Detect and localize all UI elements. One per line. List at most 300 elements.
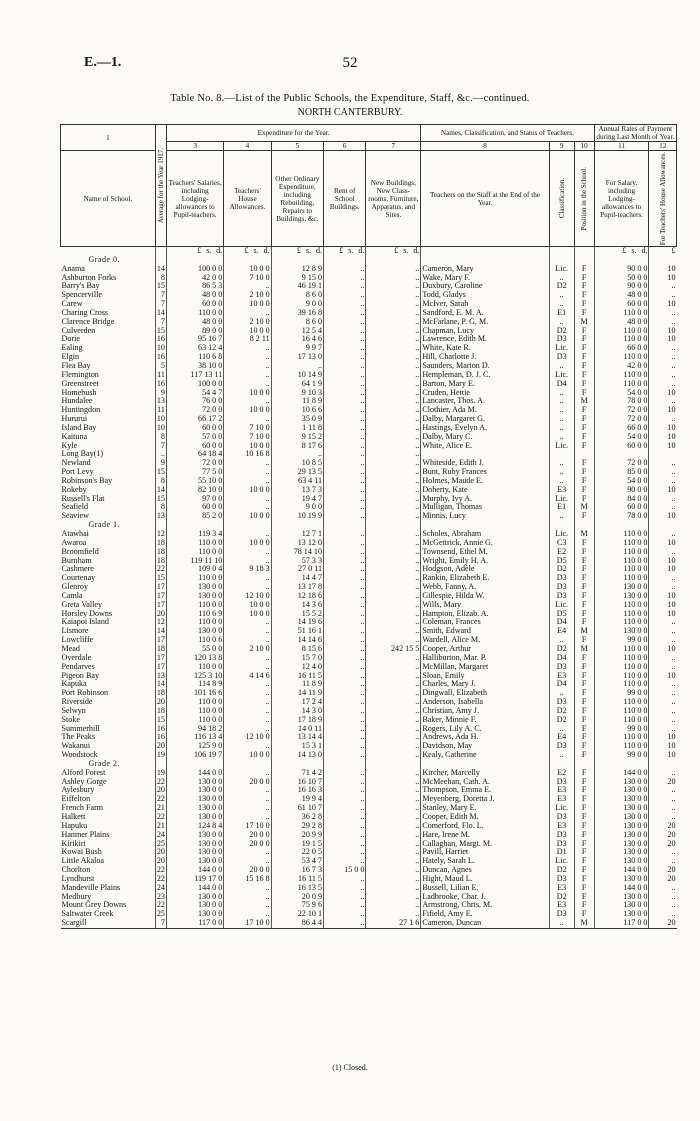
header-teachers: Teachers on the Staff at the End of the Year.: [421, 151, 549, 247]
salaries: 144 0 0: [166, 769, 223, 778]
rent: ..: [324, 442, 366, 451]
classification: E4: [549, 733, 574, 742]
average: 23: [156, 892, 165, 901]
header-house-rate: For Teachers' House Allowances.: [649, 151, 677, 247]
teacher-name: Dalby, Mary C.: [421, 433, 549, 442]
school-name: Lowcliffe: [61, 636, 94, 645]
teacher-name: Townsend, Ethel M.: [421, 548, 549, 557]
teacher-name: Comerford, Flo. L.: [421, 822, 549, 831]
empty-cell: [366, 760, 421, 769]
salaries: 57 0 0: [166, 433, 223, 442]
new-buildings: ..: [366, 733, 421, 742]
other-expenditure: 14 11 9: [271, 689, 323, 698]
other-expenditure: 8 6 0: [271, 291, 323, 300]
salary-rate: 144 0 0: [594, 769, 649, 778]
house-rate: ..: [649, 636, 677, 645]
average: 22: [156, 795, 165, 804]
salaries: 130 0 0: [166, 901, 223, 910]
new-buildings: ..: [366, 636, 421, 645]
salaries: 119 3 4: [166, 530, 223, 539]
house-rate: ..: [649, 689, 677, 698]
house-allowance: ..: [224, 725, 271, 734]
other-expenditure: 19 4 7: [271, 495, 323, 504]
house-allowance: ..: [224, 459, 271, 468]
rent: ..: [324, 468, 366, 477]
new-buildings: ..: [366, 309, 421, 318]
house-rate: ..: [649, 530, 677, 539]
house-rate: ..: [649, 371, 677, 380]
table-row: [61, 530, 677, 539]
other-expenditure: 9 0 0: [271, 503, 323, 512]
school-name: Hururui: [61, 415, 88, 424]
house-rate: ..: [649, 344, 677, 353]
school-name: Pendarves: [61, 662, 95, 671]
classification: D4: [549, 618, 574, 627]
position: F: [574, 300, 594, 309]
classification: E4: [549, 627, 574, 636]
teacher-name: Sloan, Emily: [421, 672, 549, 681]
teacher-name: Dingwall, Elizabeth: [421, 689, 549, 698]
school-name: Kaiapoi Island: [61, 618, 109, 627]
house-allowance: 2 10 0: [224, 318, 271, 327]
table-row: [61, 503, 677, 512]
empty-cell: [166, 760, 223, 769]
salaries: 60 0 0: [166, 300, 223, 309]
position: F: [574, 698, 594, 707]
other-expenditure: 36 2 8: [271, 813, 323, 822]
rent: ..: [324, 795, 366, 804]
house-rate: 10: [649, 565, 677, 574]
table-row: [61, 910, 677, 919]
table-row: [61, 583, 677, 592]
rent: ..: [324, 300, 366, 309]
house-rate: ..: [649, 804, 677, 813]
other-expenditure: 9 15 0: [271, 274, 323, 283]
empty-cell: [366, 521, 421, 530]
table-row: [61, 406, 677, 415]
rent: ..: [324, 680, 366, 689]
new-buildings: ..: [366, 503, 421, 512]
average: 12: [156, 618, 165, 627]
table-row: [61, 442, 677, 451]
school-name: Little Akaloa: [61, 857, 104, 866]
salary-rate: [594, 450, 649, 459]
school-name: Clarence Bridge: [61, 317, 115, 326]
school-name: Homebush: [61, 388, 97, 397]
classification: ..: [549, 300, 574, 309]
rent: ..: [324, 335, 366, 344]
new-buildings: ..: [366, 875, 421, 884]
position: F: [574, 893, 594, 902]
salary-rate: 110 0 0: [594, 530, 649, 539]
house-rate: ..: [649, 848, 677, 857]
salary-rate: 130 0 0: [594, 901, 649, 910]
salaries: 110 0 0: [166, 618, 223, 627]
teacher-name: McMillan, Margaret: [421, 663, 549, 672]
school-name: Selwyn: [61, 706, 86, 715]
classification: E2: [549, 769, 574, 778]
rent: ..: [324, 751, 366, 760]
empty-cell: [649, 521, 677, 530]
school-name: Flemington: [61, 370, 99, 379]
table-row: [61, 698, 677, 707]
other-expenditure: 16 16 3: [271, 786, 323, 795]
empty-cell: [224, 256, 271, 265]
new-buildings: ..: [366, 371, 421, 380]
salaries: 130 0 0: [166, 910, 223, 919]
rent: ..: [324, 309, 366, 318]
rent: ..: [324, 831, 366, 840]
average: 17: [156, 600, 165, 609]
salary-rate: 110 0 0: [594, 610, 649, 619]
unit-symbol: £: [671, 246, 676, 255]
table-row: [61, 450, 677, 459]
house-allowance: ..: [224, 468, 271, 477]
classification: D3: [549, 583, 574, 592]
rent: ..: [324, 530, 366, 539]
empty-cell: [155, 521, 166, 530]
units-cell: [166, 247, 223, 256]
position: M: [574, 530, 594, 539]
school-name: Robinson's Bay: [61, 476, 113, 485]
other-expenditure: 14 19 6: [271, 618, 323, 627]
salary-rate: 84 0 0: [594, 495, 649, 504]
salary-rate: 99 0 0: [594, 725, 649, 734]
teacher-name: Hately, Sarah L.: [421, 857, 549, 866]
house-allowance: 4 14 6: [224, 672, 271, 681]
house-rate: 20: [649, 919, 677, 928]
salary-rate: 48 0 0: [594, 291, 649, 300]
house-allowance: ..: [224, 663, 271, 672]
salary-rate: 130 0 0: [594, 875, 649, 884]
position: F: [574, 486, 594, 495]
empty-cell: [166, 521, 223, 530]
salaries: 76 0 0: [166, 397, 223, 406]
salaries: 119 11 10: [166, 557, 223, 566]
school-name: Alford Forest: [61, 768, 106, 777]
house-allowance: ..: [224, 477, 271, 486]
salaries: 130 0 0: [166, 778, 223, 787]
salary-rate: 110 0 0: [594, 574, 649, 583]
table-row: [61, 680, 677, 689]
teacher-name: Duxbury, Caroline: [421, 282, 549, 291]
empty-cell: [549, 256, 574, 265]
table-row: [61, 893, 677, 902]
table-row: [61, 415, 677, 424]
school-name: Summerhill: [61, 724, 100, 733]
new-buildings: ..: [366, 265, 421, 274]
classification: ..: [549, 415, 574, 424]
house-rate: ..: [649, 707, 677, 716]
table-row: [61, 274, 677, 283]
school-name: Atawhai: [61, 530, 89, 538]
teacher-name: White, Kate R.: [421, 344, 549, 353]
teacher-name: Dalby, Margaret G.: [421, 415, 549, 424]
school-name: Kirikiri: [61, 839, 86, 848]
salaries: 95 16 7: [166, 335, 223, 344]
empty-cell: [155, 256, 166, 265]
table-row: [61, 486, 677, 495]
position: F: [574, 442, 594, 451]
table-row: [61, 618, 677, 627]
empty-cell: [224, 521, 271, 530]
rent: ..: [324, 327, 366, 336]
teacher-name: McMeehan, Cath. A.: [421, 778, 549, 787]
classification: Lic.: [549, 495, 574, 504]
salaries: 130 0 0: [166, 786, 223, 795]
salaries: 38 10 0: [166, 362, 223, 371]
house-rate: ..: [649, 291, 677, 300]
table-row: [61, 389, 677, 398]
classification: D5: [549, 610, 574, 619]
average: 25: [156, 910, 165, 919]
unit-symbol: d.: [316, 246, 323, 255]
other-expenditure: 15 3 1: [271, 742, 323, 751]
teacher-name: Callaghan, Margt. M.: [421, 840, 549, 849]
house-rate: ..: [649, 459, 677, 468]
other-expenditure: 9 10 3: [271, 389, 323, 398]
teacher-name: Halliburton, Mar. P.: [421, 654, 549, 663]
school-name: Hundalee: [61, 397, 93, 406]
teacher-name: Doherty, Kate: [421, 486, 549, 495]
salaries: 130 0 0: [166, 627, 223, 636]
school-name: Culverden: [61, 326, 96, 335]
teacher-name: Webb, Fanny, A.: [421, 583, 549, 592]
teacher-name: Meyenberg, Doretta J.: [421, 795, 549, 804]
house-rate: [649, 450, 677, 459]
average: 15: [156, 468, 165, 477]
house-rate: ..: [649, 716, 677, 725]
position: [574, 450, 594, 459]
average: 7: [155, 300, 166, 309]
salaries: 130 0 0: [166, 857, 223, 866]
average: 17: [156, 583, 165, 592]
other-expenditure: 14 3 0: [271, 707, 323, 716]
salary-rate: 130 0 0: [594, 583, 649, 592]
average: 20: [156, 786, 165, 795]
teacher-name: Davidson, May: [421, 742, 549, 751]
units-cell: [594, 247, 649, 256]
position: F: [574, 557, 594, 566]
rent: ..: [324, 716, 366, 725]
other-expenditure: 15 5 2: [271, 610, 323, 619]
classification: D2: [549, 716, 574, 725]
table-row: [61, 795, 677, 804]
position: M: [574, 627, 594, 636]
position: F: [574, 857, 594, 866]
new-buildings: ..: [366, 274, 421, 283]
classification: D3: [549, 574, 574, 583]
rent: ..: [324, 910, 366, 919]
salaries: 110 6 9: [166, 610, 223, 619]
position: F: [574, 636, 594, 645]
classification: ..: [549, 406, 574, 415]
house-rate: ..: [649, 477, 677, 486]
new-buildings: 242 15 5: [366, 645, 421, 654]
classification: ..: [549, 468, 574, 477]
position: F: [574, 742, 594, 751]
classification: ..: [549, 751, 574, 760]
house-allowance: ..: [224, 557, 271, 566]
position: F: [574, 406, 594, 415]
school-name: Kapuka: [61, 680, 87, 689]
house-rate: ..: [649, 725, 677, 734]
new-buildings: ..: [366, 557, 421, 566]
salaries: 89 0 0: [166, 327, 223, 336]
position: F: [574, 733, 594, 742]
classification: Lic.: [549, 857, 574, 866]
house-rate: 10: [649, 486, 677, 495]
other-expenditure: 16 10 7: [271, 778, 323, 787]
table-row: [61, 778, 677, 787]
new-buildings: ..: [366, 282, 421, 291]
salaries: 86 5 3: [166, 282, 223, 291]
new-buildings: ..: [366, 495, 421, 504]
salaries: 144 0 0: [166, 866, 223, 875]
rent: ..: [324, 583, 366, 592]
teacher-name: [421, 450, 549, 459]
table-row: [61, 424, 677, 433]
average: 8: [155, 274, 166, 283]
salaries: 110 0 0: [166, 548, 223, 557]
classification: Lic.: [549, 804, 574, 813]
classification: D2: [549, 565, 574, 574]
position: F: [574, 574, 594, 583]
school-name: Camla: [61, 591, 83, 600]
salary-rate: 110 0 0: [594, 680, 649, 689]
average: 10: [156, 423, 165, 432]
other-expenditure: 13 14 4: [271, 733, 323, 742]
house-rate: ..: [649, 583, 677, 592]
salary-rate: 110 0 0: [594, 557, 649, 566]
units-cell: [324, 247, 366, 256]
salaries: 60 0 0: [166, 424, 223, 433]
school-name: Woodstock: [61, 751, 98, 760]
teacher-name: McGettrick, Annie G.: [421, 539, 549, 548]
average: 24: [156, 830, 165, 839]
new-buildings: ..: [366, 813, 421, 822]
rent: ..: [324, 663, 366, 672]
position: F: [574, 583, 594, 592]
house-rate: ..: [649, 362, 677, 371]
table-row: [61, 857, 677, 866]
position: F: [574, 344, 594, 353]
salary-rate: 130 0 0: [594, 840, 649, 849]
salary-rate: 110 0 0: [594, 707, 649, 716]
other-expenditure: 16 4 6: [271, 335, 323, 344]
other-expenditure: 39 16 8: [271, 309, 323, 318]
average: 8: [155, 503, 166, 512]
position: F: [574, 548, 594, 557]
house-allowance: ..: [224, 769, 271, 778]
salary-rate: 54 0 0: [594, 433, 649, 442]
empty-cell: [594, 256, 649, 265]
average: 22: [156, 813, 165, 821]
house-rate: 20: [649, 840, 677, 849]
unit-symbol: d.: [216, 246, 223, 255]
grade-label: Grade 2.: [88, 759, 121, 768]
teacher-name: Duncan, Agnes: [421, 866, 549, 875]
new-buildings: ..: [366, 565, 421, 574]
classification: Lic.: [549, 265, 574, 274]
other-expenditure: 16 7 3: [271, 866, 323, 875]
salary-rate: 130 0 0: [594, 910, 649, 919]
table-row: [61, 689, 677, 698]
house-rate: 10: [649, 610, 677, 619]
teacher-name: Rankin, Elizabeth E.: [421, 574, 549, 583]
position: F: [574, 778, 594, 787]
classification: E3: [549, 901, 574, 910]
average: 16: [156, 335, 165, 344]
classification: D3: [549, 592, 574, 601]
grade-label: Grade 1.: [88, 521, 121, 530]
house-rate: 10: [649, 512, 677, 521]
classification: D3: [549, 875, 574, 884]
house-allowance: ..: [224, 786, 271, 795]
house-allowance: ..: [224, 503, 271, 512]
average: 24: [156, 883, 165, 892]
salaries: 130 0 0: [166, 804, 223, 813]
teacher-name: Hempleman, D. J. C.: [421, 371, 549, 380]
house-rate: ..: [649, 503, 677, 512]
table-row: [61, 813, 677, 822]
other-expenditure: ..: [271, 362, 323, 371]
salary-rate: 99 0 0: [594, 689, 649, 698]
classification: ..: [549, 725, 574, 734]
classification: ..: [549, 636, 574, 645]
new-buildings: ..: [366, 848, 421, 857]
empty-cell: [574, 256, 594, 265]
average: 18: [156, 547, 165, 556]
teacher-name: Christian, Amy J.: [421, 707, 549, 716]
classification: D2: [549, 645, 574, 654]
header-c12-number: 12: [649, 142, 677, 151]
average: 11: [157, 406, 165, 415]
position: F: [574, 539, 594, 548]
salary-rate: 110 0 0: [594, 335, 649, 344]
classification: Lic.: [549, 371, 574, 380]
teacher-name: Mulligan, Thomas: [421, 503, 549, 512]
new-buildings: ..: [366, 804, 421, 813]
salaries: 110 0 0: [166, 707, 223, 716]
average: 12: [156, 530, 165, 538]
rent: ..: [324, 778, 366, 787]
rent: ..: [324, 539, 366, 548]
rent: ..: [324, 698, 366, 707]
average: 13: [156, 671, 165, 680]
position: F: [574, 389, 594, 398]
house-allowance: ..: [224, 353, 271, 362]
average: 22: [156, 901, 165, 910]
school-name: Port Levy: [61, 468, 94, 477]
school-name: Kowai Bush: [61, 848, 102, 857]
position: F: [574, 459, 594, 468]
other-expenditure: ..: [271, 450, 323, 459]
teacher-name: Wills, Mary: [421, 601, 549, 610]
school-name: Chorlton: [61, 866, 91, 875]
average: 7: [155, 291, 166, 300]
house-allowance: 2 10 0: [224, 645, 271, 654]
salaries: 130 0 0: [166, 813, 223, 822]
position: M: [574, 503, 594, 512]
house-rate: 20: [649, 866, 677, 875]
table-row: [61, 344, 677, 353]
classification: E3: [549, 884, 574, 893]
other-expenditure: 15 7 0: [271, 654, 323, 663]
average: 15: [156, 494, 165, 503]
school-name: Dorie: [61, 335, 80, 344]
other-expenditure: 12 5 4: [271, 327, 323, 336]
